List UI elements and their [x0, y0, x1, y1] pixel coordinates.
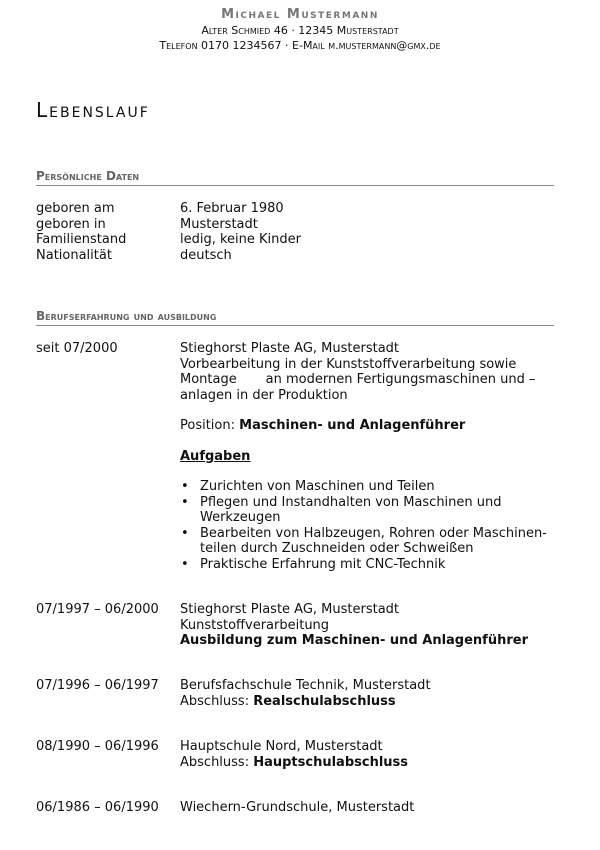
- entry-date: 07/1997 – 06/2000: [36, 602, 159, 617]
- personal-value: Musterstadt: [180, 216, 258, 232]
- entry-line: Vorbearbeitung in der Kunststoffverarbeitung sowie: [180, 356, 517, 372]
- header-name: Michael Mustermann: [221, 7, 379, 22]
- list-item: [180, 557, 556, 573]
- entry-line: Montage an modernen Fertigungsmaschinen und –: [180, 372, 536, 387]
- bullet-icon: •: [181, 479, 189, 494]
- entry-date: seit 07/2000: [36, 341, 118, 356]
- personal-value: deutsch: [180, 247, 232, 263]
- personal-row: [36, 248, 556, 264]
- position-label: Position:: [180, 418, 240, 433]
- degree-line: [180, 694, 556, 710]
- bullet-icon: •: [181, 494, 189, 510]
- entry-line: Berufsfachschule Technik, Musterstadt: [180, 678, 431, 693]
- personal-row: [36, 217, 556, 233]
- entry-line: Wiechern-Grundschule, Musterstadt: [180, 800, 415, 815]
- entry-date: 06/1986 – 06/1990: [36, 800, 159, 815]
- entry-content: [180, 678, 556, 709]
- task-line: teilen durch Zuschneiden oder Schweißen: [200, 541, 474, 556]
- degree-value: Realschulabschluss: [253, 693, 396, 709]
- personal-label: geboren in: [36, 216, 106, 232]
- entry-content: [180, 602, 556, 649]
- header-address: Alter Schmied 46 · 12345 Musterstadt: [201, 24, 399, 37]
- entry-content: [180, 800, 556, 816]
- section-heading-personal: Persönliche Daten: [36, 168, 554, 186]
- personal-data: [36, 201, 556, 263]
- header-contact: Telefon 0170 1234567 · E-Mail m.mustermann@gmx.de: [159, 39, 441, 52]
- entry-line: Kunststoffverarbeitung: [180, 617, 330, 633]
- spacer: [180, 434, 556, 449]
- career-entry: [36, 800, 556, 816]
- page-title: Lebenslauf: [36, 98, 150, 122]
- spacer: [180, 403, 556, 418]
- list-item: [180, 479, 556, 495]
- entry-line: Stieghorst Plaste AG, Musterstadt: [180, 602, 400, 617]
- entry-line: Stieghorst Plaste AG, Musterstadt: [180, 341, 400, 356]
- personal-value: 6. Februar 1980: [180, 201, 284, 216]
- header: [0, 7, 600, 53]
- task-line: Werkzeugen: [200, 510, 281, 525]
- task-line: Pflegen und Instandhalten von Maschinen und: [200, 494, 502, 510]
- list-item: [180, 495, 556, 526]
- entry-content: [180, 341, 556, 572]
- task-line: Bearbeiten von Halbzeugen, Rohren oder Maschinen-: [200, 525, 547, 541]
- career-entry: [36, 341, 556, 572]
- personal-label: geboren am: [36, 201, 115, 216]
- career-entry: [36, 739, 556, 770]
- career-entry: [36, 602, 556, 649]
- tasks-heading: Aufgaben: [180, 448, 251, 464]
- bullet-icon: •: [181, 525, 189, 541]
- degree-label: Abschluss:: [180, 693, 254, 709]
- task-line: Praktische Erfahrung mit CNC-Technik: [200, 556, 446, 572]
- entry-bold-line: Ausbildung zum Maschinen- und Anlagenführer: [180, 633, 528, 648]
- entry-line: anlagen in der Produktion: [180, 387, 348, 403]
- career-entry: [36, 678, 556, 709]
- list-item: [180, 526, 556, 557]
- degree-value: Hauptschulabschluss: [253, 754, 409, 770]
- entry-content: [180, 739, 556, 770]
- personal-row: [36, 201, 556, 217]
- personal-value: ledig, keine Kinder: [180, 232, 302, 247]
- personal-label: Nationalität: [36, 247, 112, 263]
- personal-label: Familienstand: [36, 232, 127, 247]
- spacer: [180, 464, 556, 479]
- entry-date: 07/1996 – 06/1997: [36, 678, 159, 693]
- entry-line: Hauptschule Nord, Musterstadt: [180, 739, 383, 754]
- degree-line: [180, 755, 556, 771]
- degree-label: Abschluss:: [180, 754, 254, 770]
- personal-row: [36, 232, 556, 248]
- entry-date: 08/1990 – 06/1996: [36, 739, 159, 754]
- section-heading-career: Berufserfahrung und ausbildung: [36, 308, 554, 326]
- position-value: Maschinen- und Anlagenführer: [239, 418, 466, 433]
- tasks-list: [180, 479, 556, 572]
- bullet-icon: •: [181, 556, 189, 572]
- position-line: [180, 418, 556, 434]
- task-line: Zurichten von Maschinen und Teilen: [200, 479, 435, 494]
